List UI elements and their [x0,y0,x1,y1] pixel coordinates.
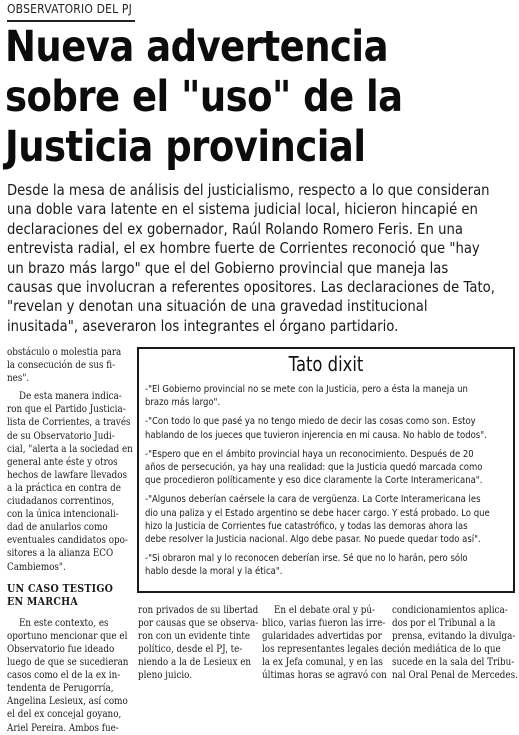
body-line: gularidades advertidas por [262,631,382,643]
body-line: En el debate oral y pú- [274,605,375,616]
quote [145,415,490,441]
headline [5,22,452,172]
body-line: a la práctica en contra de [7,482,121,494]
body-line: de su Observatorio Judi- [7,430,115,442]
body-line: con la única intencionali- [7,509,119,521]
body-line: el del ex concejal goyano, [7,709,122,721]
quote [145,552,490,578]
body-line: sucede en la sala del Tribu- [392,657,515,669]
body-column-1 [7,346,133,735]
lead-line: entrevista radial, el ex hombre fuerte de Corrientes reconoció que "hay [7,239,480,258]
body-line: ciudadanos correntinos, [7,496,115,508]
body-line: niendo a la de Lesieux en [138,657,252,669]
body-line: En este contexto, es [19,617,109,629]
body-line: hechos de lawfare llevados [7,469,128,481]
body-line: Angelina Lesieux, así como [7,696,128,708]
quote-line: -"Con todo lo que pasé ya no tengo miedo de decir las cosas como son. Estoy [145,416,476,428]
body-column-2 [138,604,258,683]
subheading: UN CASO TESTIGO [7,581,114,595]
quote-line: hablando de los jueces que tuvieron injerencia en mi causa. No hablo de todos". [145,429,487,441]
body-line: lista de Corrientes, a través [7,417,131,429]
body-line: condicionamientos aplica- [392,605,508,616]
body-line: la ex Jefa comunal, y en las [262,657,383,669]
lead-line: declaraciones del ex gobernador, Raúl Rolando Romero Feris. En una [7,219,463,238]
body-line: dad de anularlos como [7,522,108,534]
quote-box-body [145,383,490,585]
section-tag: OBSERVATORIO DEL PJ [7,2,133,16]
quote [145,448,490,488]
quote-line: debe resolver la Justicia nacional. Algo debe pasar. No puede quedar todo así". [145,534,481,546]
body-column-3 [262,604,392,683]
body-line: Observatorio fue ideado [7,643,115,655]
lead-line: un brazo más largo" que el del Gobierno provincial que maneja las [7,258,449,277]
quote-line: -"El Gobierno provincial no se mete con la Justicia, pero a ésta la maneja un [145,384,468,395]
quote-box [137,347,515,593]
quote-line: -"Si obraron mal y lo reconocen deberían irse. Sé que no lo harán, pero sólo [145,553,468,565]
quote-line: años de persecución, ya hay una realidad: que la Justicia quedó marcada como [145,462,483,474]
body-line: últimas horas se agravó con [262,670,387,682]
body-line: Cambiemos". [7,561,66,573]
body-line: casos como el de la ex in- [7,670,121,682]
body-line: general ante éste y otros [7,456,118,468]
body-line: Ariel Pereira. Ambos fue- [7,722,119,734]
body-line: la consecución de sus fi- [7,360,116,372]
body-line: cial, "alerta a la sociedad en [7,443,133,455]
quote-line: -"Algunos deberían caérsele la cara de vergüenza. La Corte Interamericana les [145,494,481,506]
body-line: ción mediática de lo que [392,644,501,656]
quote-box-title: Tato dixit [288,352,364,376]
lead-paragraph [7,181,507,336]
body-line: por causas que se observa- [138,618,259,630]
headline-line: Justicia provincial [5,122,366,172]
body-line: blico, varias fueron las irre- [262,618,386,630]
body-line: ron que el Partido Justicia- [7,404,126,416]
body-line: pleno juicio. [138,670,193,682]
body-column-4 [392,604,518,683]
body-line: nal Oral Penal de Mercedes. [392,670,518,682]
body-line: político, desde el PJ, te- [138,644,243,656]
paragraph-gap [7,608,133,617]
quote-line: dio una paliza y el Estado argentino se debe hacer cargo. Y está probado. Lo que [145,507,490,519]
lead-line: una doble vara latente en el sistema judicial local, hicieron hincapié en [7,200,478,219]
body-line: los representantes legales de [262,644,393,656]
lead-line: Desde la mesa de análisis del justicialismo, respecto a lo que consideran [7,181,490,199]
body-line: De esta manera indica- [19,391,122,403]
body-line: nes". [7,373,30,385]
body-line: prensa, evitando la divulga- [392,631,516,643]
lead-line: "revelan y denotan una situación de una gravedad institucional [7,297,428,316]
body-line: ron privados de su libertad [138,605,259,616]
body-line: sitores a la alianza ECO [7,548,114,560]
headline-line: Nueva advertencia [5,22,389,72]
quote-line: que procedieron políticamente y eso dice claramente la Corte Interamericana". [145,475,483,487]
lead-line: causas que involucran a referentes opositores. Las declaraciones de Tato, [7,278,495,297]
subheading: EN MARCHA [7,594,78,608]
quote-line: hizo la Justicia de Corrientes fue catastrófico, y todas las demoras ahora las [145,520,468,532]
body-line: obstáculo o molestia para [7,347,122,358]
quote-line: hablo desde la moral y la ética". [145,566,283,578]
headline-line: sobre el "uso" de la [5,72,403,122]
quote-line: -"Espero que en el ámbito provincial haya un reconocimiento. Después de 20 [145,448,474,460]
quote [145,493,490,546]
lead-line: inusitada", aseveraron los integrantes el órgano partidario. [7,316,399,335]
body-line: ron con un evidente tinte [138,631,251,643]
body-line: tendenta de Perugorría, [7,683,114,695]
body-line: dos por el Tribunal a la [392,618,496,630]
body-line: oportuno mencionar que el [7,630,128,642]
body-line: luego de que se sucedieran [7,657,129,669]
body-line: eventuales candidatos opo- [7,535,128,547]
quote [145,383,490,409]
paragraph-gap [7,574,133,582]
quote-line: brazo más largo". [145,397,221,409]
